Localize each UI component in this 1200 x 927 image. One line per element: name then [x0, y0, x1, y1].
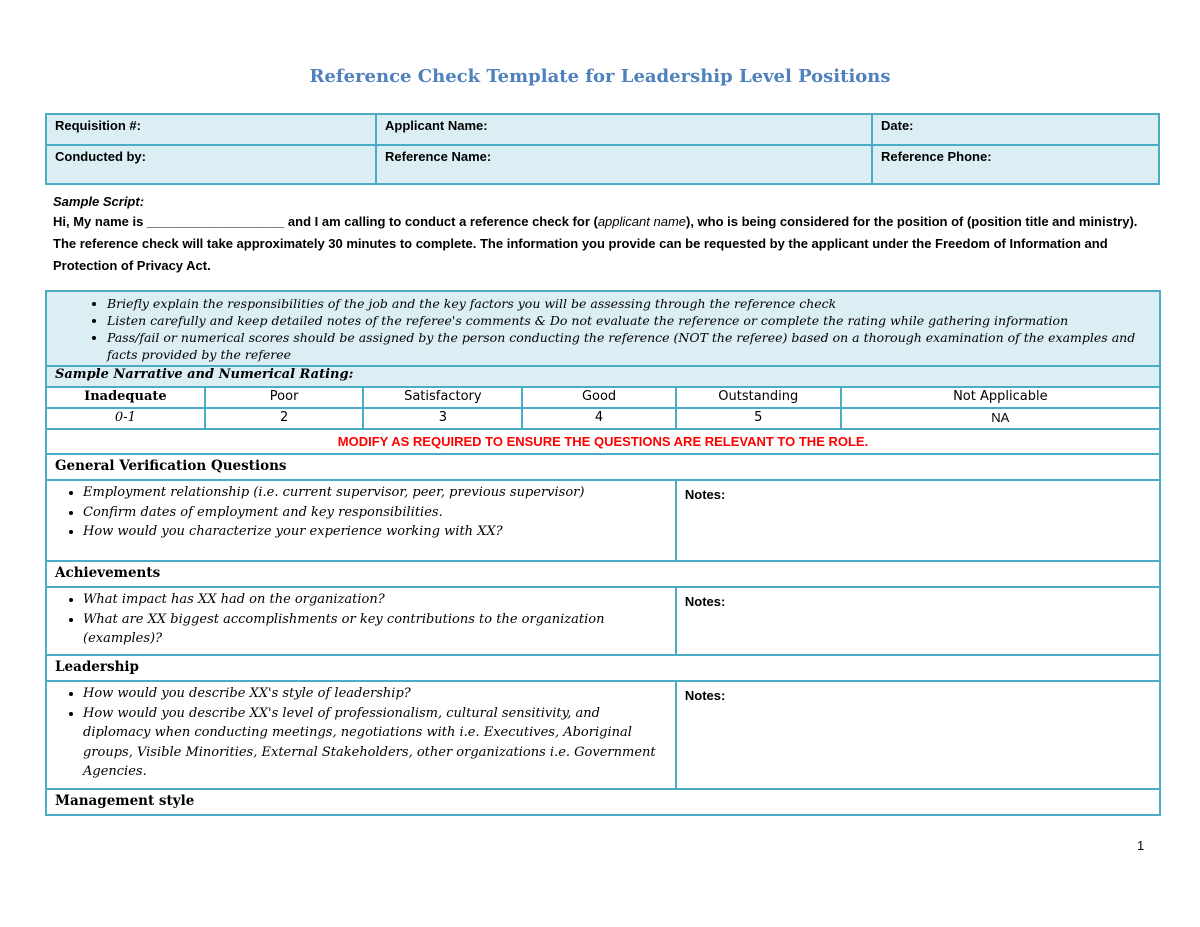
instructions-cell: [46, 291, 1160, 366]
question-item: • What are XX biggest accomplishments or key contributions to the organization (examples)?: [83, 610, 671, 649]
document-title: Reference Check Template for Leadership Level Positions: [309, 66, 891, 87]
section-title-general: General Verification Questions: [46, 454, 1160, 480]
rating-value-not-applicable: NA: [841, 408, 1160, 429]
requisition-field[interactable]: Requisition #:: [46, 114, 376, 145]
applicant-name-placeholder: applicant name: [597, 214, 686, 229]
rating-value-poor: 2: [205, 408, 364, 429]
question-item: • Confirm dates of employment and key responsibilities.: [83, 503, 671, 523]
reference-guide-table: [45, 290, 1161, 816]
section-title-management: Management style: [46, 789, 1160, 815]
achievements-questions-cell: [46, 587, 676, 655]
reference-phone-field[interactable]: Reference Phone:: [872, 145, 1159, 184]
question-item: • Employment relationship (i.e. current supervisor, peer, previous supervisor): [83, 483, 671, 503]
modify-notice: MODIFY AS REQUIRED TO ENSURE THE QUESTIONS ARE RELEVANT TO THE ROLE.: [46, 429, 1160, 454]
leadership-questions-cell: [46, 681, 676, 789]
rating-label-not-applicable: Not Applicable: [841, 387, 1160, 408]
achievements-notes-field[interactable]: Notes:: [676, 587, 1160, 655]
rating-value-inadequate: 0-1: [46, 408, 205, 429]
question-item: • How would you describe XX's style of leadership?: [83, 684, 671, 704]
general-notes-field[interactable]: Notes:: [676, 480, 1160, 561]
date-field[interactable]: Date:: [872, 114, 1159, 145]
reference-name-field[interactable]: Reference Name:: [376, 145, 872, 184]
instruction-item: • Listen carefully and keep detailed notes of the referee's comments & Do not evaluate the reference or complete the rating while gathering information: [107, 312, 1151, 329]
script-text-part2: ), who is being considered for the position of (position title and ministry). The reference check will take approximately 30 minutes to complete. The information you provide can be requested by the applicant under the Freedom of Information and Protection of Privacy Act.: [53, 214, 1138, 273]
question-item: • How would you characterize your experience working with XX?: [83, 522, 671, 542]
question-item: • How would you describe XX's level of professionalism, cultural sensitivity, and diplomacy when conducting meetings, negotiations with i.e. Executives, Aboriginal groups, Visible Minorities, External Stakeholders, other organizations i.e. Government Agencies.: [83, 704, 671, 782]
page-number: 1: [1137, 838, 1145, 853]
rating-heading: Sample Narrative and Numerical Rating:: [46, 366, 1160, 387]
rating-label-satisfactory: Satisfactory: [363, 387, 522, 408]
achievements-questions-list: [51, 590, 671, 649]
rating-label-inadequate: Inadequate: [46, 387, 205, 408]
instruction-item: • Pass/fail or numerical scores should be assigned by the person conducting the reference (NOT the referee) based on a thorough examination of the examples and facts provided by the referee: [107, 329, 1151, 363]
instructions-list: [55, 295, 1151, 363]
rating-labels-row: [46, 387, 1160, 408]
sample-script: [53, 193, 1163, 277]
leadership-notes-field[interactable]: Notes:: [676, 681, 1160, 789]
applicant-name-field[interactable]: Applicant Name:: [376, 114, 872, 145]
requisition-info-table: [45, 113, 1160, 185]
section-title-leadership: Leadership: [46, 655, 1160, 681]
rating-values-row: [46, 408, 1160, 429]
rating-label-poor: Poor: [205, 387, 364, 408]
leadership-questions-list: [51, 684, 671, 782]
conducted-by-field[interactable]: Conducted by:: [46, 145, 376, 184]
rating-label-outstanding: Outstanding: [676, 387, 841, 408]
instruction-item: • Briefly explain the responsibilities of the job and the key factors you will be assessing through the reference check: [107, 295, 1151, 312]
question-item: • What impact has XX had on the organization?: [83, 590, 671, 610]
general-questions-cell: [46, 480, 676, 561]
rating-value-outstanding: 5: [676, 408, 841, 429]
script-text-part1: Hi, My name is ___________________ and I am calling to conduct a reference check for (: [53, 214, 598, 229]
rating-value-good: 4: [522, 408, 676, 429]
general-questions-list: [51, 483, 671, 542]
rating-value-satisfactory: 3: [363, 408, 522, 429]
section-title-achievements: Achievements: [46, 561, 1160, 587]
rating-label-good: Good: [522, 387, 676, 408]
sample-script-label: Sample Script:: [53, 194, 145, 209]
